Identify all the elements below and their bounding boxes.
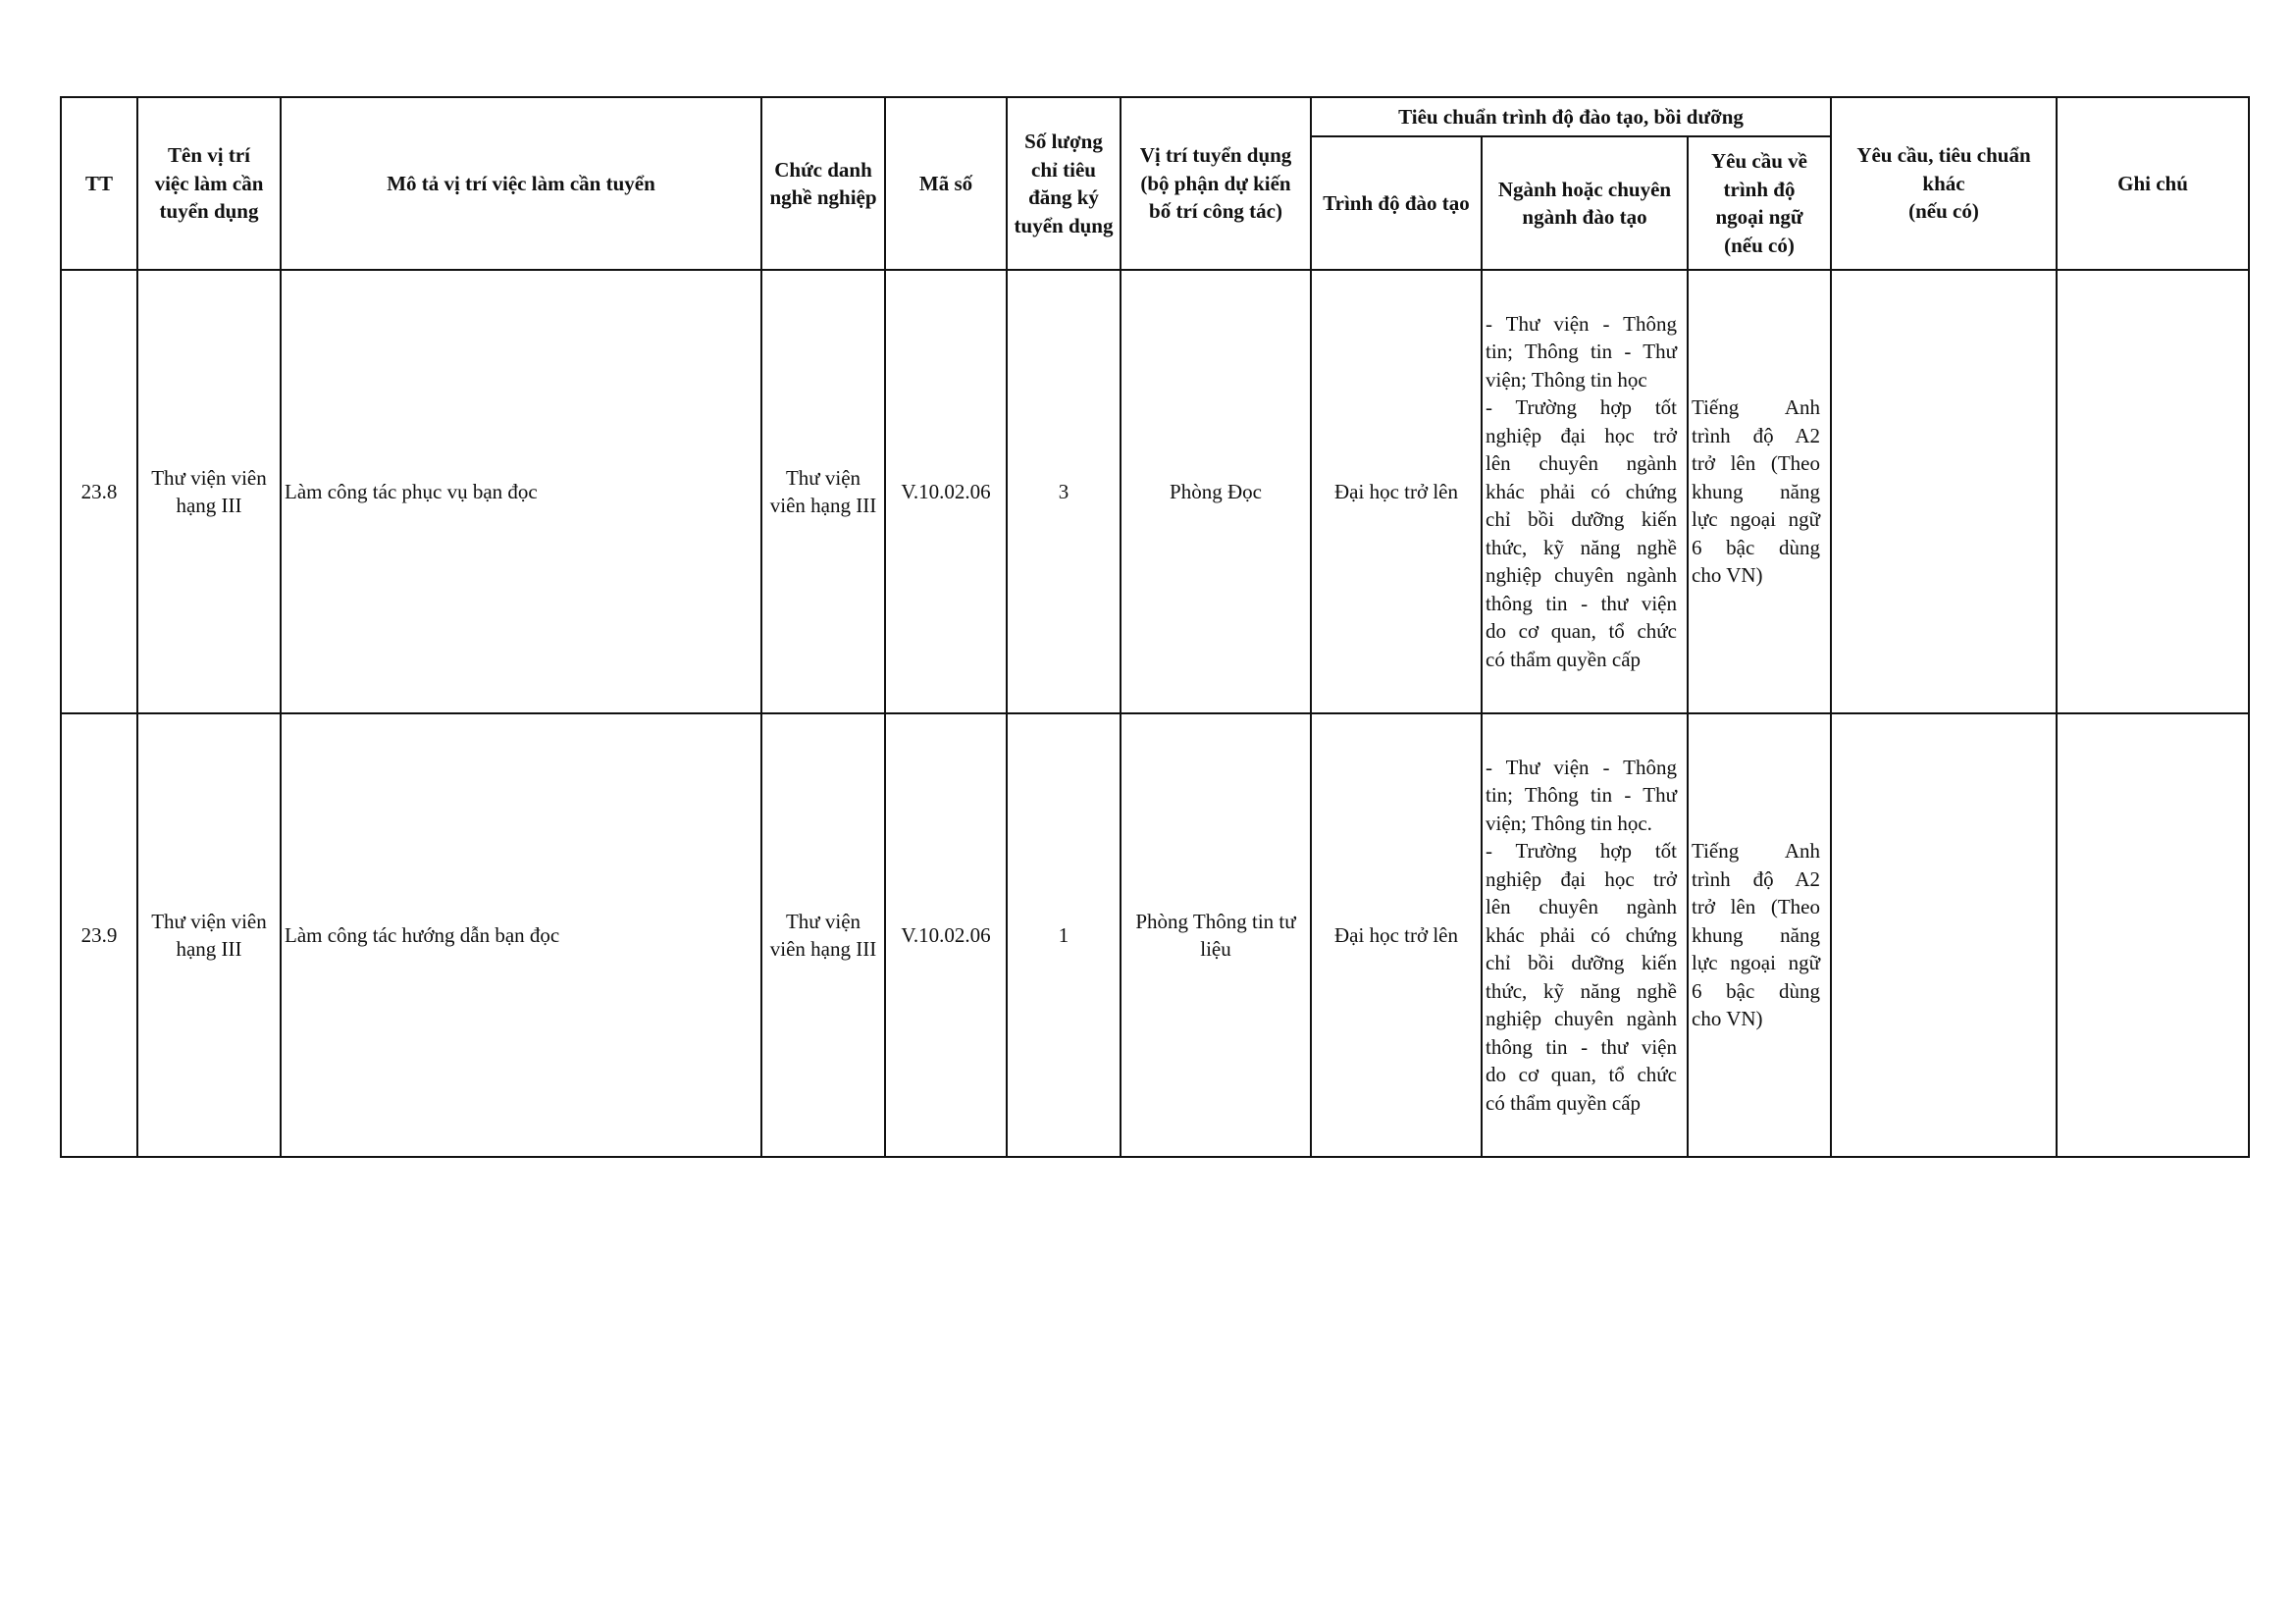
cell-yeu-cau-khac [1831, 270, 2057, 713]
cell-mo-ta: Làm công tác hướng dẫn bạn đọc [281, 713, 761, 1157]
header-nganh: Ngành hoặc chuyên ngành đào tạo [1482, 136, 1688, 270]
cell-ghi-chu [2057, 713, 2249, 1157]
header-tt: TT [61, 97, 137, 270]
header-so-luong: Số lượng chỉ tiêu đăng ký tuyển dụng [1007, 97, 1121, 270]
cell-chuc-danh: Thư viện viên hạng III [761, 713, 885, 1157]
cell-vi-tri-tuyen-dung: Phòng Thông tin tư liệu [1121, 713, 1311, 1157]
header-ma-so: Mã số [885, 97, 1007, 270]
cell-ma-so: V.10.02.06 [885, 270, 1007, 713]
header-tieu-chuan-group: Tiêu chuẩn trình độ đào tạo, bồi dưỡng [1311, 97, 1831, 136]
cell-ngoai-ngu: Tiếng Anh trình độ A2 trở lên (Theo khung năng lực ngoại ngữ 6 bậc dùng cho VN) [1688, 270, 1831, 713]
table-row [61, 713, 2249, 1157]
cell-yeu-cau-khac [1831, 713, 2057, 1157]
table-row [61, 270, 2249, 713]
cell-ngoai-ngu: Tiếng Anh trình độ A2 trở lên (Theo khung năng lực ngoại ngữ 6 bậc dùng cho VN) [1688, 713, 1831, 1157]
cell-nganh: - Thư viện - Thông tin; Thông tin - Thư viện; Thông tin học. - Trường hợp tốt nghiệp đại học trở lên chuyên ngành khác phải có chứng chỉ bồi dưỡng kiến thức, kỹ năng nghề nghiệp chuyên ngành thông tin - thư viện do cơ quan, tổ chức có thẩm quyền cấp [1482, 713, 1688, 1157]
cell-vi-tri-tuyen-dung: Phòng Đọc [1121, 270, 1311, 713]
header-ten-vi-tri: Tên vị trí việc làm cần tuyển dụng [137, 97, 281, 270]
cell-ten-vi-tri: Thư viện viên hạng III [137, 270, 281, 713]
header-ghi-chu: Ghi chú [2057, 97, 2249, 270]
cell-ghi-chu [2057, 270, 2249, 713]
cell-ten-vi-tri: Thư viện viên hạng III [137, 713, 281, 1157]
cell-ma-so: V.10.02.06 [885, 713, 1007, 1157]
cell-trinh-do: Đại học trở lên [1311, 713, 1482, 1157]
cell-mo-ta: Làm công tác phục vụ bạn đọc [281, 270, 761, 713]
header-row-1 [61, 97, 2249, 136]
cell-chuc-danh: Thư viện viên hạng III [761, 270, 885, 713]
cell-tt: 23.9 [61, 713, 137, 1157]
header-trinh-do: Trình độ đào tạo [1311, 136, 1482, 270]
header-yeu-cau-khac: Yêu cầu, tiêu chuẩn khác (nếu có) [1831, 97, 2057, 270]
header-mo-ta: Mô tả vị trí việc làm cần tuyển [281, 97, 761, 270]
cell-so-luong: 3 [1007, 270, 1121, 713]
cell-trinh-do: Đại học trở lên [1311, 270, 1482, 713]
cell-nganh: - Thư viện - Thông tin; Thông tin - Thư viện; Thông tin học - Trường hợp tốt nghiệp đại học trở lên chuyên ngành khác phải có chứng chỉ bồi dưỡng kiến thức, kỹ năng nghề nghiệp chuyên ngành thông tin - thư viện do cơ quan, tổ chức có thẩm quyền cấp [1482, 270, 1688, 713]
recruitment-table [60, 96, 2250, 1158]
cell-tt: 23.8 [61, 270, 137, 713]
header-vi-tri-tuyen-dung: Vị trí tuyển dụng (bộ phận dự kiến bố trí công tác) [1121, 97, 1311, 270]
header-ngoai-ngu: Yêu cầu về trình độ ngoại ngữ (nếu có) [1688, 136, 1831, 270]
cell-so-luong: 1 [1007, 713, 1121, 1157]
header-chuc-danh: Chức danh nghề nghiệp [761, 97, 885, 270]
